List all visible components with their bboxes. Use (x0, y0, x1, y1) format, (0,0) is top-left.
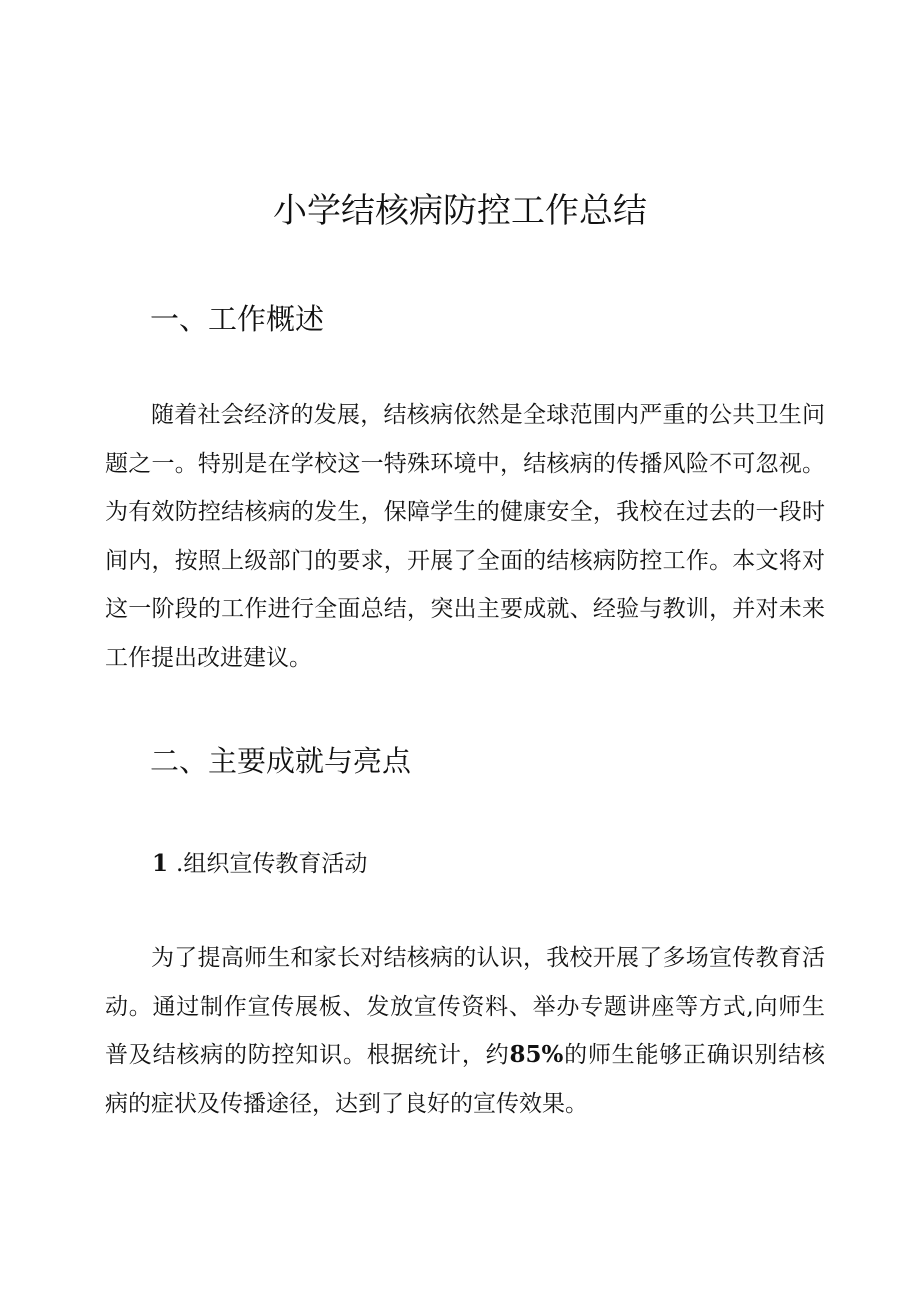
subsection-number: 1 (152, 850, 169, 877)
section-heading-achievements: 二、主要成就与亮点 (150, 744, 412, 778)
section-heading-overview: 一、工作概述 (150, 302, 325, 336)
education-paragraph-text-before: 为了提高师生和家长对结核病的认识，我校开展了多场宣传教育活动。通过制作宣传展板、发放宣传资料、举办专题讲座等方式,向师生普及结核病的防控知识。根据统计，约 (105, 945, 825, 1068)
document-title: 小学结核病防控工作总结 (273, 191, 647, 231)
education-paragraph-text-after: 的师生能够正确识别结核病的症状及传播途径，达到了良好的宣传效果。 (105, 1042, 826, 1117)
education-paragraph (105, 934, 825, 1128)
subsection-label: .组织宣传教育活动 (176, 851, 368, 877)
subsection-heading (152, 847, 367, 881)
overview-paragraph: 随着社会经济的发展，结核病依然是全球范围内严重的公共卫生问题之一。特别是在学校这一特殊环境中，结核病的传播风险不可忽视。为有效防控结核病的发生，保障学生的健康安全，我校在过去的一段时间内，按照上级部门的要求，开展了全面的结核病防控工作。本文将对这一阶段的工作进行全面总结，突出主要成就、经验与教训，并对未来工作提出改进建议。 (105, 402, 825, 671)
awareness-rate-stat: 85% (509, 1041, 564, 1068)
